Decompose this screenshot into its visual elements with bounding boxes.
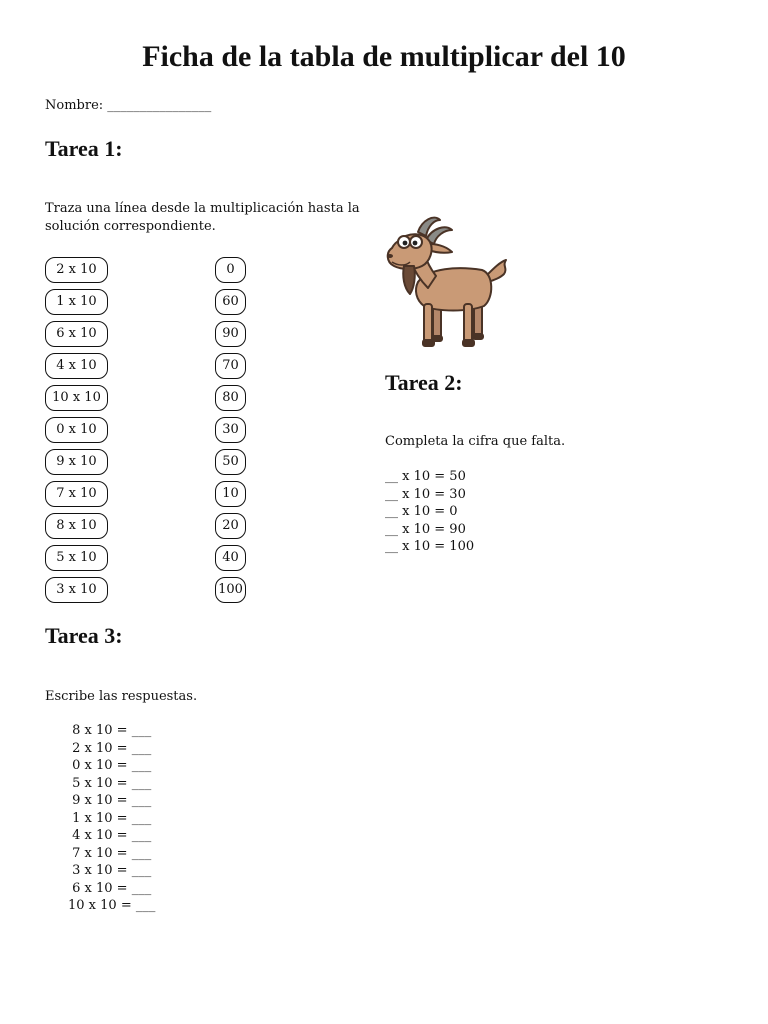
multiplication-pill[interactable]: 1 x 10 (45, 289, 108, 315)
missing-factor-equation[interactable]: __ x 10 = 100 (385, 539, 475, 554)
multiplication-pill[interactable]: 5 x 10 (45, 545, 108, 571)
answer-equation[interactable]: 1 x 10 = ___ (68, 810, 152, 826)
missing-factor-equation[interactable]: __ x 10 = 30 (385, 486, 466, 502)
missing-factor-equation[interactable]: __ x 10 = 90 (385, 521, 466, 537)
answer-equation[interactable]: 6 x 10 = ___ (68, 880, 152, 896)
solution-pill[interactable]: 10 (215, 481, 246, 507)
solution-pill[interactable]: 80 (215, 385, 246, 411)
solution-pill[interactable]: 40 (215, 545, 246, 571)
multiplication-pill[interactable]: 8 x 10 (45, 513, 108, 539)
answer-equation[interactable]: 9 x 10 = ___ (68, 793, 152, 808)
multiplication-pill[interactable]: 6 x 10 (45, 321, 108, 347)
multiplication-pill[interactable]: 0 x 10 (45, 417, 108, 443)
missing-factor-equation[interactable]: __ x 10 = 50 (385, 469, 466, 484)
solution-pill[interactable]: 20 (215, 513, 246, 539)
solution-pill[interactable]: 50 (215, 449, 246, 475)
multiplication-pill[interactable]: 9 x 10 (45, 449, 108, 475)
answer-equation[interactable]: 4 x 10 = ___ (68, 828, 152, 843)
task2-equation-list (385, 468, 474, 556)
solution-pill[interactable]: 100 (215, 577, 246, 603)
solution-pill[interactable]: 90 (215, 321, 246, 347)
task3-heading: Tarea 3: (45, 623, 123, 648)
answer-equation[interactable]: 0 x 10 = ___ (68, 758, 152, 773)
task1-instruction-line2: solución correspondiente. (45, 219, 216, 234)
task1-instruction-line1: Traza una línea desde la multiplicación hasta la (45, 201, 360, 216)
solution-pill[interactable]: 0 (215, 257, 246, 283)
task3-instruction: Escribe las respuestas. (45, 689, 198, 704)
answer-equation[interactable]: 10 x 10 = ___ (68, 898, 156, 913)
solution-pill[interactable]: 60 (215, 289, 246, 315)
solution-pill[interactable]: 70 (215, 353, 246, 379)
answer-equation[interactable]: 2 x 10 = ___ (68, 740, 152, 756)
multiplication-pill[interactable]: 4 x 10 (45, 353, 108, 379)
page-title: Ficha de la tabla de multiplicar del 10 (142, 40, 626, 73)
multiplication-pill[interactable]: 7 x 10 (45, 481, 108, 507)
multiplication-pill[interactable]: 3 x 10 (45, 577, 108, 603)
multiplication-pill[interactable]: 2 x 10 (45, 257, 108, 283)
task3-equation-list (68, 722, 155, 915)
solution-pill[interactable]: 30 (215, 417, 246, 443)
task2-heading: Tarea 2: (385, 370, 463, 395)
goat-icon (378, 210, 518, 355)
multiplication-pill[interactable]: 10 x 10 (45, 385, 108, 411)
task1-instruction (45, 200, 360, 236)
answer-equation[interactable]: 8 x 10 = ___ (68, 723, 152, 738)
answer-equation[interactable]: 3 x 10 = ___ (68, 863, 152, 878)
answer-equation[interactable]: 7 x 10 = ___ (68, 845, 152, 861)
task2-instruction: Completa la cifra que falta. (385, 434, 566, 449)
missing-factor-equation[interactable]: __ x 10 = 0 (385, 504, 458, 519)
task1-heading: Tarea 1: (45, 136, 123, 161)
answer-equation[interactable]: 5 x 10 = ___ (68, 775, 152, 791)
name-field[interactable]: Nombre: ________________ (45, 98, 212, 113)
